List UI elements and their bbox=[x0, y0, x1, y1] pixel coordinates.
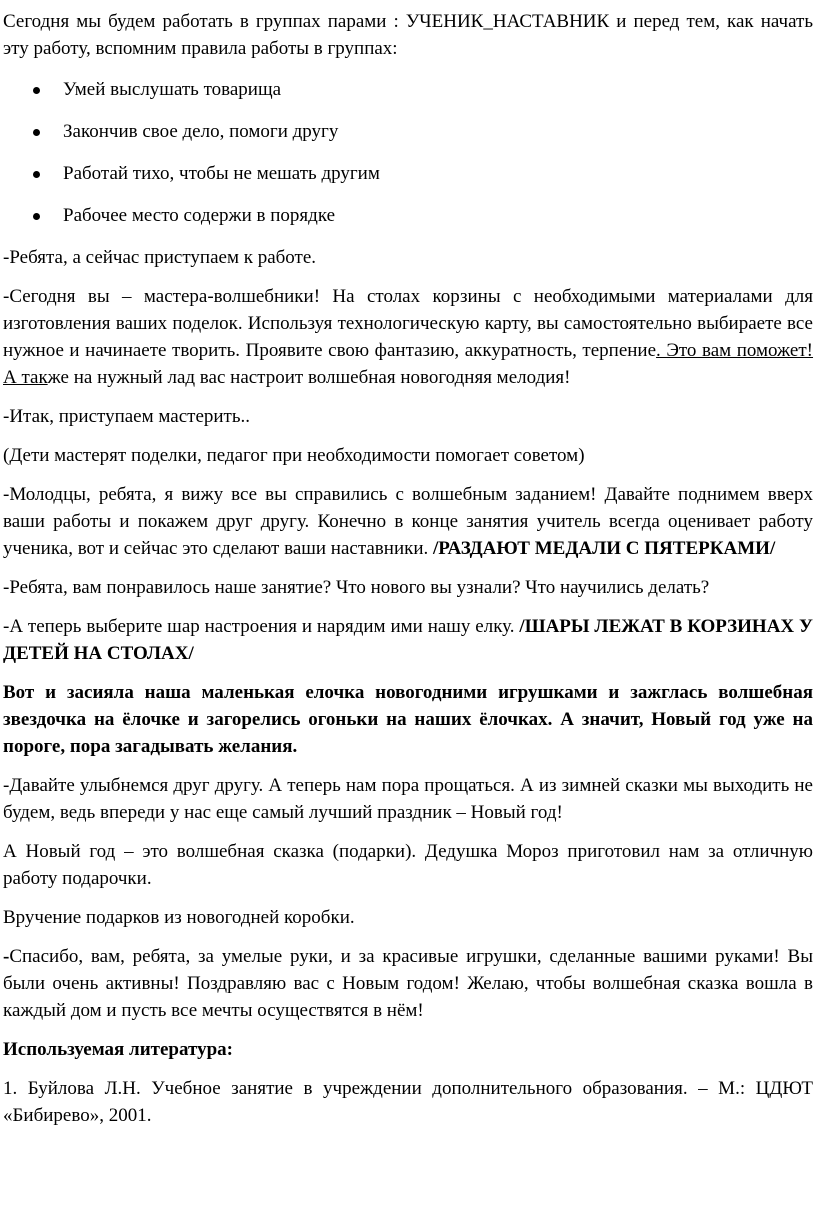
intro-paragraph: Сегодня мы будем работать в группах парами : УЧЕНИК_НАСТАВНИК и перед тем, как начать эту работу, вспомним правила работы в группах: bbox=[3, 11, 813, 59]
paragraph-start-work: -Ребята, а сейчас приступаем к работе. bbox=[3, 247, 317, 268]
bullet-icon bbox=[33, 87, 40, 94]
bullet-icon bbox=[33, 213, 40, 220]
paragraph-masters: -Сегодня вы – мастера-волшебники! На столах корзины с необходимыми материалами для изготовления ваших поделок. Используя технологическую карту, вы самостоятельно выбираете все нужное и начинаете творить. Проявите свою фантазию, аккуратность, терпение. Это вам поможет! А также на нужный лад вас настроит волшебная новогодняя мелодия! bbox=[3, 286, 814, 388]
paragraph-well-done: -Молодцы, ребята, я вижу все вы справились с волшебным заданием! Давайте поднимем вверх ваши работы и покажем друг другу. Конечно в конце занятия учитель всегда оценивает работу ученика, вот и сейчас это сделают ваши наставники. /РАЗДАЮТ МЕДАЛИ С ПЯТЕРКАМИ/ bbox=[3, 484, 813, 559]
document-page bbox=[3, 0, 813, 1129]
list-item: Закончив свое дело, помоги другу bbox=[3, 118, 813, 145]
paragraph-new-year: А Новый год – это волшебная сказка (подарки). Дедушка Мороз приготовил нам за отличную работу подарочки. bbox=[3, 841, 813, 889]
paragraph-questions: -Ребята, вам понравилось наше занятие? Что нового вы узнали? Что научились делать? bbox=[3, 577, 710, 598]
list-item: Работай тихо, чтобы не мешать другим bbox=[3, 160, 813, 187]
literature-heading: Используемая литература: bbox=[3, 1039, 233, 1060]
paragraph-farewell: -Давайте улыбнемся друг другу. А теперь нам пора прощаться. А из зимней сказки мы выходить не будем, ведь впереди у нас еще самый лучший праздник – Новый год! bbox=[3, 775, 813, 823]
paragraph-tree-shines: Вот и засияла наша маленькая елочка новогодними игрушками и зажглась волшебная звездочка на ёлочке и загорелись огоньки на наших ёлочках. А значит, Новый год уже на пороге, пора загадывать желания. bbox=[3, 682, 813, 757]
bullet-icon bbox=[33, 129, 40, 136]
paragraph-stage-note: (Дети мастерят поделки, педагог при необходимости помогает советом) bbox=[3, 445, 585, 466]
paragraph-gifts: Вручение подарков из новогодней коробки. bbox=[3, 907, 355, 928]
bullet-icon bbox=[33, 171, 40, 178]
paragraph-thanks: -Спасибо, вам, ребята, за умелые руки, и за красивые игрушки, сделанные вашими руками! Вы были очень активны! Поздравляю вас с Новым годом! Желаю, чтобы волшебная сказка вошла в каждый дом и пусть все мечты осуществятся в нём! bbox=[3, 946, 813, 1021]
rules-list bbox=[3, 76, 813, 229]
list-item: Умей выслушать товарища bbox=[3, 76, 813, 103]
list-item: Рабочее место содержи в порядке bbox=[3, 202, 813, 229]
paragraph-start-crafting: -Итак, приступаем мастерить.. bbox=[3, 406, 251, 427]
literature-item: 1. Буйлова Л.Н. Учебное занятие в учреждении дополнительного образования. – М.: ЦДЮТ «Бибирево», 2001. bbox=[3, 1078, 813, 1126]
paragraph-mood-ball: -А теперь выберите шар настроения и нарядим ими нашу елку. /ШАРЫ ЛЕЖАТ В КОРЗИНАХ У ДЕТЕЙ НА СТОЛАХ/ bbox=[3, 616, 813, 664]
